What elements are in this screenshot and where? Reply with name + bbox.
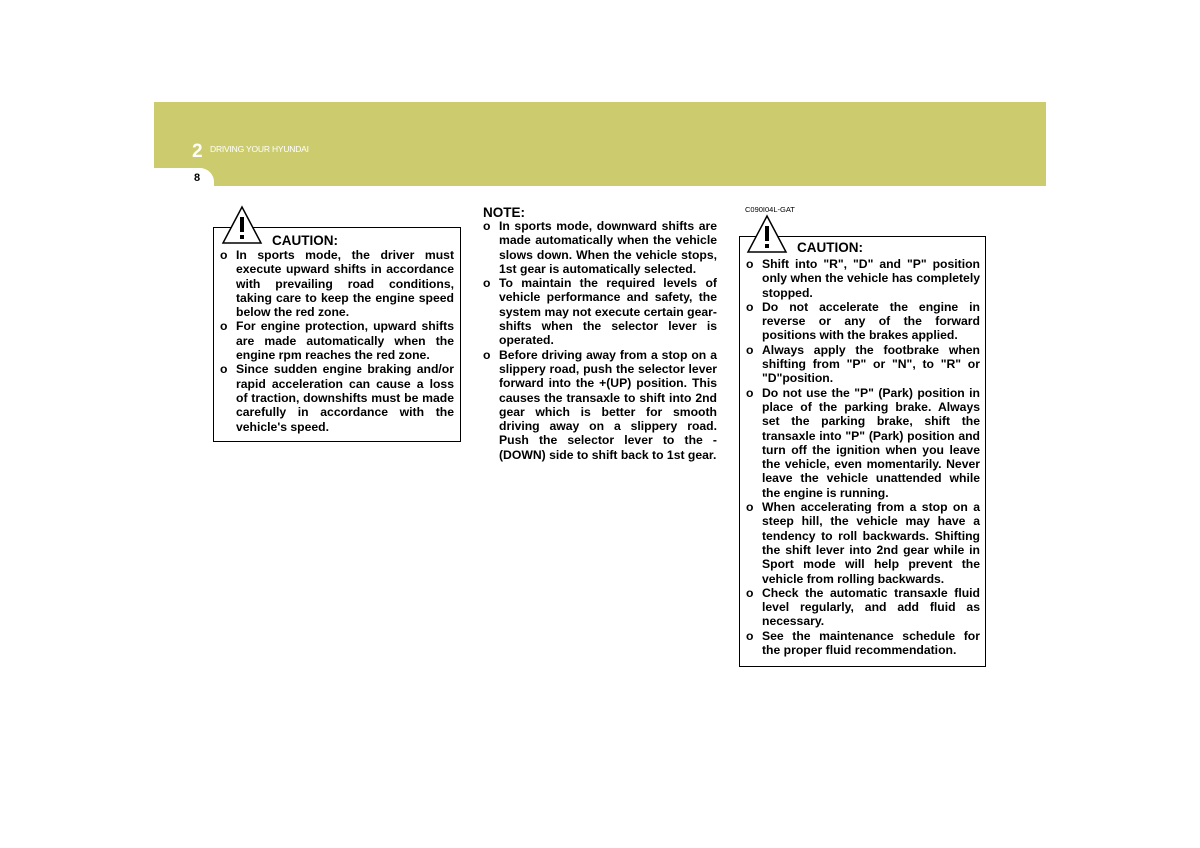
section-title: DRIVING YOUR HYUNDAI: [210, 144, 309, 154]
list-item: o Do not accelerate the engine in reverse or any of the forward positions with the brakes applied.: [746, 299, 980, 343]
list-item: o For engine protection, upward shifts are made automatically when the engine rpm reaches the red zone.: [220, 319, 454, 363]
right-caution-list: [746, 257, 980, 657]
list-item: o Check the automatic transaxle fluid level regularly, and add fluid as necessary.: [746, 585, 980, 629]
list-item: o See the maintenance schedule for the proper fluid recommendation.: [746, 628, 980, 658]
left-caution-list: [220, 248, 454, 434]
warning-triangle-icon: [221, 205, 263, 245]
note-title: NOTE:: [483, 205, 525, 220]
page-number-tab: [154, 168, 214, 186]
reference-code: C090I04L-GAT: [745, 205, 795, 214]
left-caution-title: CAUTION:: [272, 233, 338, 248]
list-item: o Since sudden engine braking and/or rapid acceleration can cause a loss of traction, downshifts must be made carefully in accordance with the vehicle's speed.: [220, 362, 454, 434]
warning-triangle-icon: [746, 214, 788, 254]
page-number: 8: [194, 172, 201, 184]
list-item: o Do not use the "P" (Park) position in place of the parking brake. Always set the parking brake, shift the transaxle into "P" (Park) position and turn off the ignition when you leave the vehicle, even momentarily. Never leave the vehicle unattended while the engine is running.: [746, 385, 980, 500]
list-item: o In sports mode, downward shifts are made automatically when the vehicle slows down. When the vehicle stops, 1st gear is automatically selected.: [483, 219, 717, 276]
list-item: o Shift into "R", "D" and "P" position only when the vehicle has completely stopped.: [746, 257, 980, 300]
list-item: o Always apply the footbrake when shifting from "P" or "N", to "R" or "D"position.: [746, 342, 980, 386]
list-item: o When accelerating from a stop on a steep hill, the vehicle may have a tendency to roll backwards. Shifting the shift lever into 2nd gear while in Sport mode will help prevent the vehicle from rolling backwards.: [746, 500, 980, 586]
right-caution-title: CAUTION:: [797, 240, 863, 255]
note-list: [483, 219, 717, 462]
list-item: o In sports mode, the driver must execute upward shifts in accordance with prevailing road conditions, taking care to keep the engine speed below the red zone.: [220, 248, 454, 320]
list-item: o Before driving away from a stop on a slippery road, push the selector lever forward into the +(UP) position. This causes the transaxle to shift into 2nd gear which is better for smooth driving away on a slippery road. Push the selector lever to the -(DOWN) side to shift back to 1st gear.: [483, 347, 717, 462]
list-item: o To maintain the required levels of vehicle performance and safety, the system may not execute certain gear-shifts when the selector lever is operated.: [483, 276, 717, 348]
section-number: 2: [192, 141, 203, 162]
